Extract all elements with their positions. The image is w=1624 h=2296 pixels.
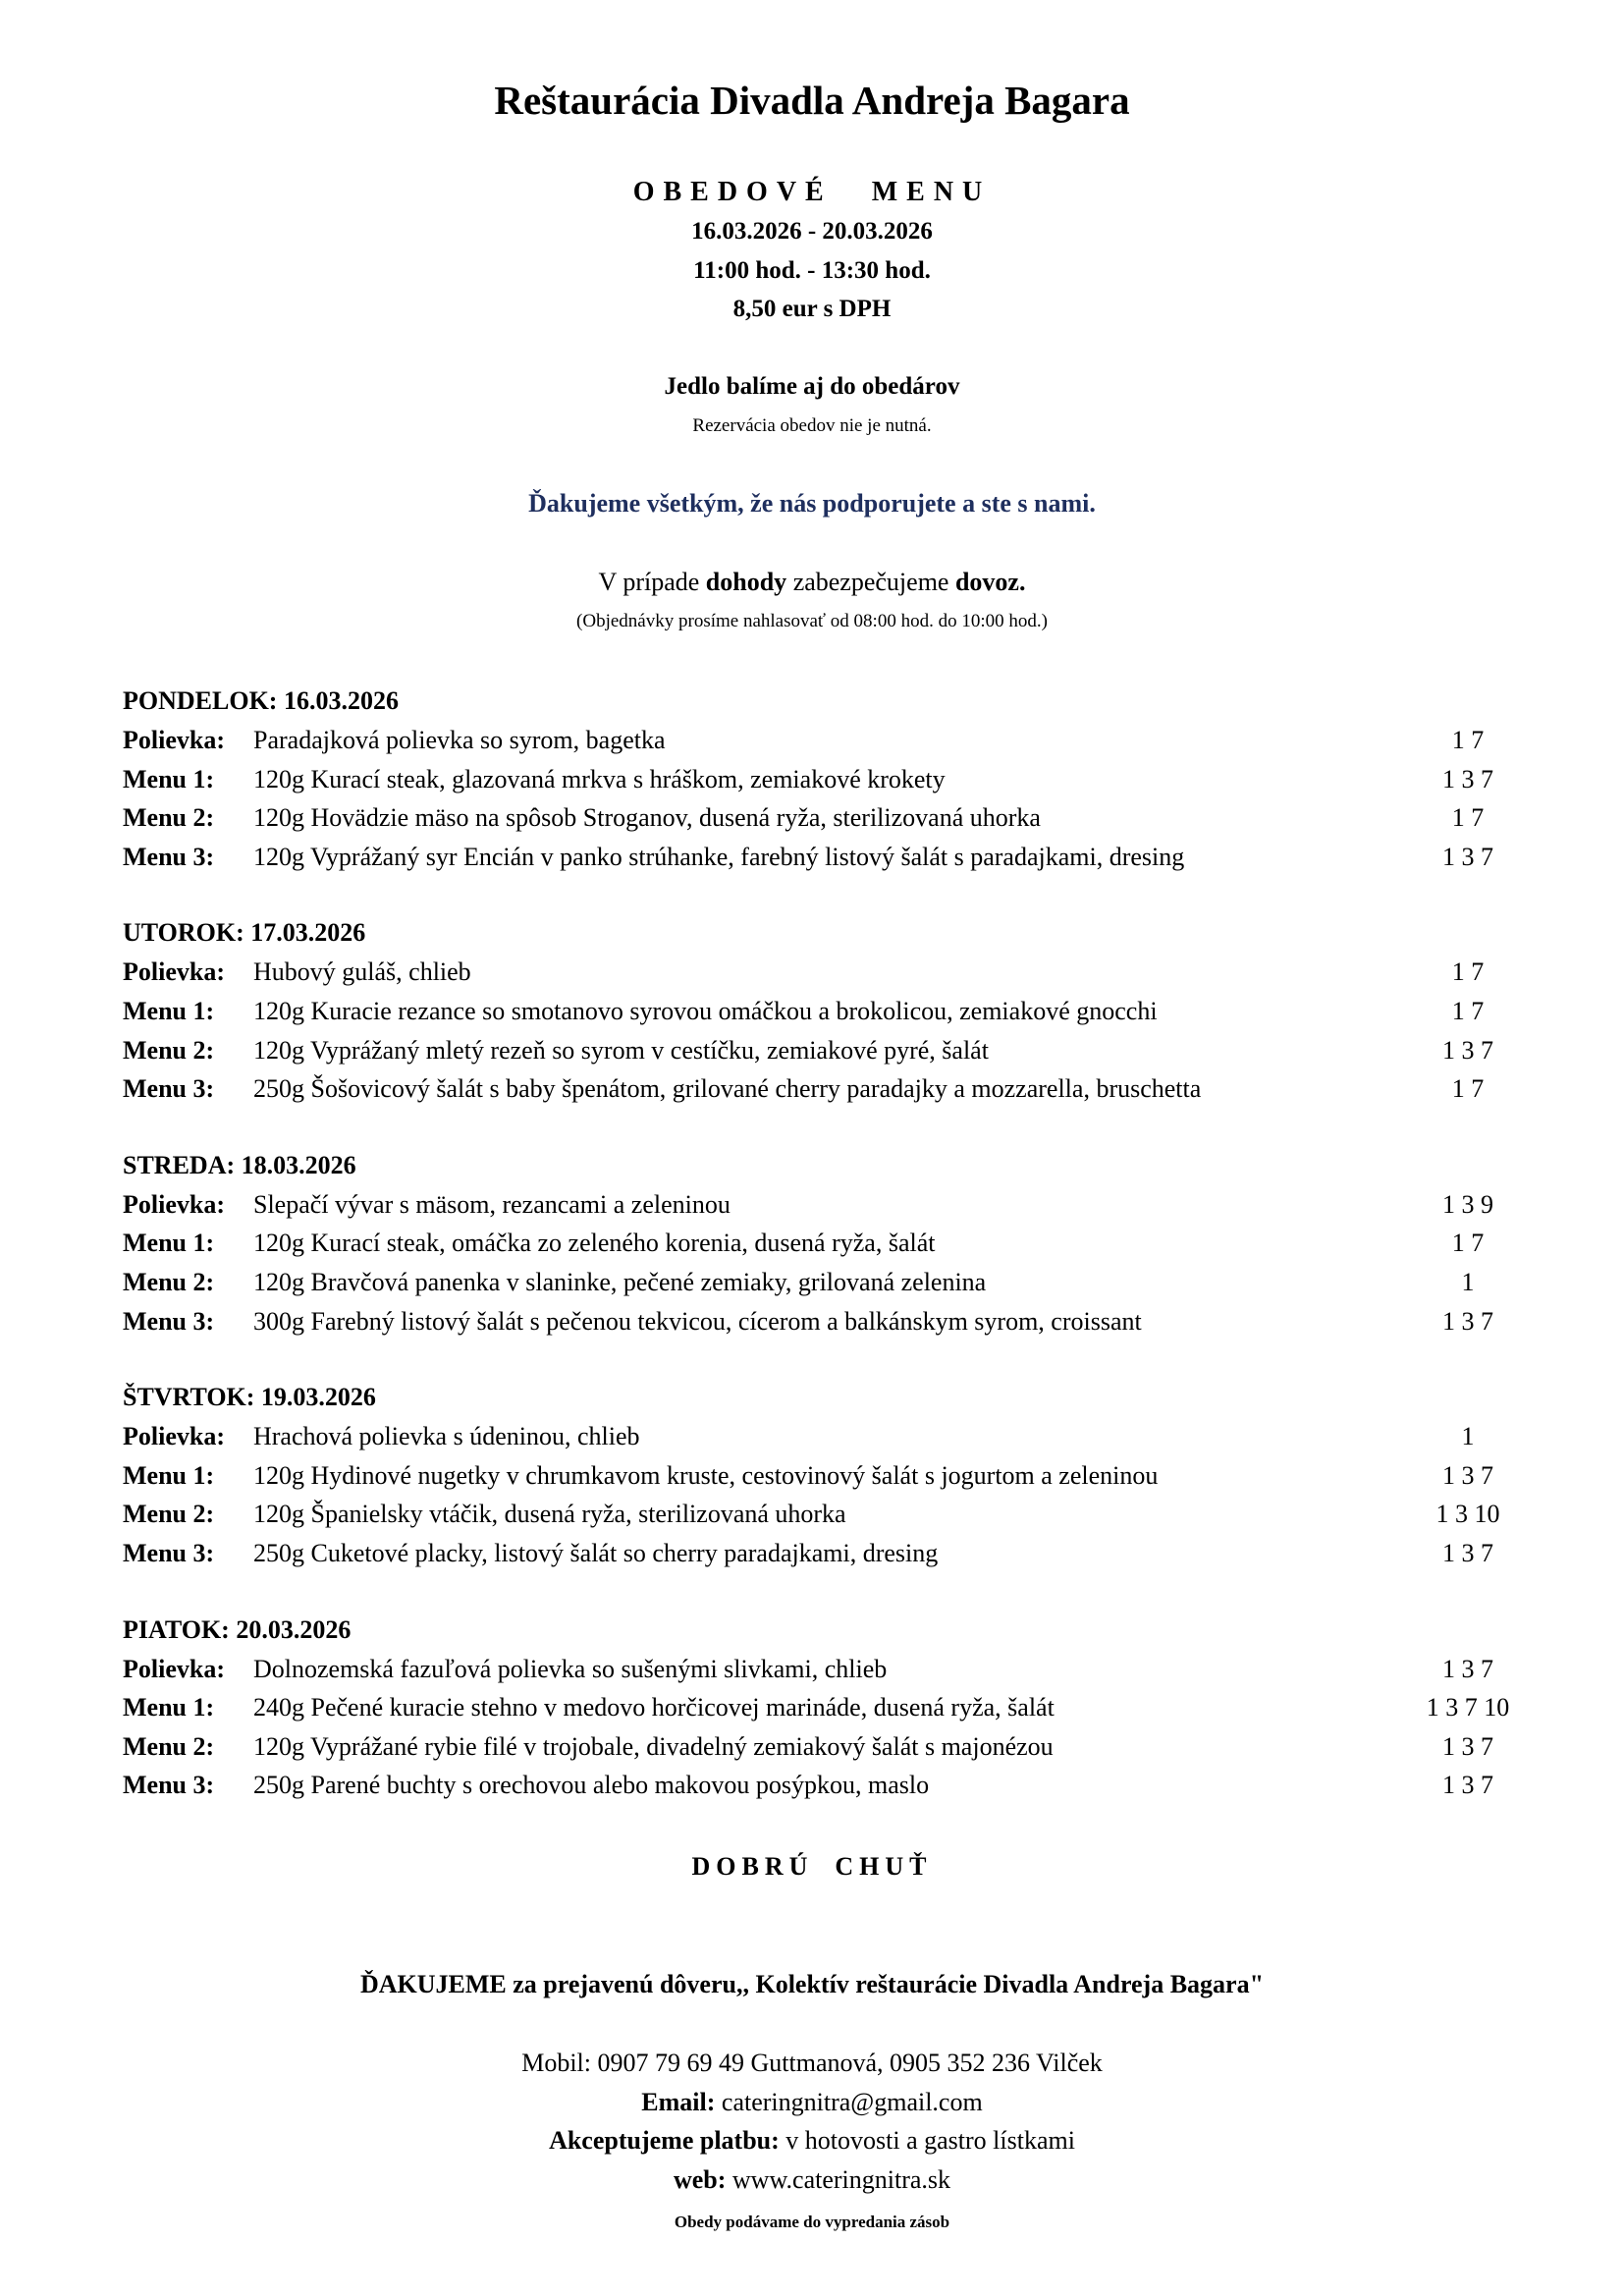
bon-appetit-word2: CHUŤ bbox=[835, 1852, 933, 1881]
delivery-prefix: V prípade bbox=[598, 568, 700, 596]
web-label: web: bbox=[673, 2165, 727, 2194]
row-allergens: 1 3 9 bbox=[1442, 1189, 1493, 1219]
date-range: 16.03.2026 - 20.03.2026 bbox=[691, 218, 933, 245]
menu-row bbox=[123, 838, 1527, 877]
restaurant-title: Reštaurácia Divadla Andreja Bagara bbox=[494, 78, 1130, 123]
menu-row bbox=[123, 1302, 1527, 1341]
row-label: Polievka: bbox=[123, 957, 225, 987]
menu-heading bbox=[0, 177, 1624, 208]
row-label: Menu 1: bbox=[123, 1693, 215, 1722]
row-allergens: 1 7 bbox=[1451, 1074, 1485, 1104]
reservation-note: Rezervácia obedov nie je nutná. bbox=[692, 415, 932, 436]
row-description: 250g Parené buchty s orechovou alebo makovou posýpkou, maslo bbox=[253, 1771, 930, 1800]
row-description: 250g Šošovicový šalát s baby špenátom, grilované cherry paradajky a mozzarella, bruschetta bbox=[253, 1074, 1202, 1104]
delivery-bold2: dovoz. bbox=[954, 568, 1026, 596]
row-allergens: 1 3 7 10 bbox=[1426, 1693, 1510, 1722]
row-label: Menu 2: bbox=[123, 1500, 215, 1529]
menu-row bbox=[123, 1069, 1527, 1109]
day-thursday bbox=[123, 1378, 1527, 1572]
row-label: Menu 1: bbox=[123, 996, 215, 1025]
row-label: Menu 2: bbox=[123, 803, 215, 833]
thanks-message: Ďakujeme všetkým, že nás podporujete a ste s nami. bbox=[528, 489, 1096, 518]
row-allergens: 1 3 7 bbox=[1442, 1035, 1493, 1065]
row-description: Hubový guláš, chlieb bbox=[253, 957, 471, 987]
row-description: 120g Kurací steak, glazovaná mrkva s hráškom, zemiakové krokety bbox=[253, 764, 946, 793]
menu-row bbox=[123, 1727, 1527, 1767]
menu-row bbox=[123, 798, 1527, 838]
packing-note: Jedlo balíme aj do obedárov bbox=[664, 373, 960, 400]
email-label: Email: bbox=[641, 2088, 716, 2116]
row-label: Polievka: bbox=[123, 726, 225, 754]
menu-heading-word1: OBEDOVÉ bbox=[632, 177, 833, 207]
row-description: 120g Vyprážaný syr Encián v panko strúhanke, farebný listový šalát s paradajkami, dresing bbox=[253, 842, 1185, 871]
row-allergens: 1 bbox=[1461, 1267, 1475, 1296]
row-allergens: 1 bbox=[1461, 1422, 1475, 1451]
delivery-bold1: dohody bbox=[705, 568, 787, 596]
delivery-mid: zabezpečujeme bbox=[792, 568, 949, 596]
row-description: 120g Vyprážaný mletý rezeň so syrom v cestíčku, zemiakové pyré, šalát bbox=[253, 1035, 989, 1065]
payment-line bbox=[0, 2126, 1624, 2156]
row-label: Menu 1: bbox=[123, 764, 215, 793]
bon-appetit bbox=[0, 1852, 1624, 1882]
menu-row bbox=[123, 1456, 1527, 1496]
menu-row bbox=[123, 760, 1527, 799]
row-description: 240g Pečené kuracie stehno v medovo horčicovej marináde, dusená ryža, šalát bbox=[253, 1693, 1055, 1722]
weekly-menu bbox=[123, 682, 1527, 1842]
row-label: Menu 3: bbox=[123, 1306, 215, 1336]
day-heading: UTOROK: 17.03.2026 bbox=[123, 918, 366, 948]
day-heading: ŠTVRTOK: 19.03.2026 bbox=[123, 1383, 376, 1412]
gratitude-line: ĎAKUJEME za prejavenú dôveru,, Kolektív reštaurácie Divadla Andreja Bagara" bbox=[359, 1970, 1265, 1998]
day-heading: PIATOK: 20.03.2026 bbox=[123, 1614, 352, 1644]
day-tuesday bbox=[123, 913, 1527, 1108]
row-label: Menu 3: bbox=[123, 1074, 215, 1104]
row-label: Polievka: bbox=[123, 1189, 225, 1219]
delivery-note bbox=[0, 568, 1624, 597]
row-label: Menu 3: bbox=[123, 1771, 215, 1800]
row-allergens: 1 3 7 bbox=[1442, 1731, 1493, 1761]
payment-value: v hotovosti a gastro lístkami bbox=[785, 2126, 1075, 2155]
menu-row bbox=[123, 1224, 1527, 1263]
menu-row bbox=[123, 992, 1527, 1031]
bon-appetit-word1: DOBRÚ bbox=[691, 1852, 814, 1881]
row-label: Menu 1: bbox=[123, 1460, 215, 1490]
row-allergens: 1 7 bbox=[1451, 957, 1485, 987]
orders-note: (Objednávky prosíme nahlasovať od 08:00 hod. do 10:00 hod.) bbox=[576, 611, 1048, 631]
day-wednesday bbox=[123, 1146, 1527, 1340]
row-label: Polievka: bbox=[123, 1422, 225, 1451]
row-description: 120g Bravčová panenka v slaninke, pečené zemiaky, grilovaná zelenina bbox=[253, 1267, 987, 1296]
web-link[interactable]: www.cateringnitra.sk bbox=[731, 2165, 951, 2194]
row-description: 120g Hovädzie mäso na spôsob Stroganov, dusená ryža, sterilizovaná uhorka bbox=[253, 803, 1041, 833]
payment-label: Akceptujeme platbu: bbox=[549, 2126, 780, 2155]
row-allergens: 1 7 bbox=[1451, 726, 1485, 754]
price: 8,50 eur s DPH bbox=[732, 296, 892, 322]
row-description: 120g Španielsky vtáčik, dusená ryža, sterilizovaná uhorka bbox=[253, 1500, 846, 1529]
row-allergens: 1 3 7 bbox=[1442, 764, 1493, 793]
row-allergens: 1 7 bbox=[1451, 1229, 1485, 1258]
menu-row bbox=[123, 1031, 1527, 1070]
menu-row bbox=[123, 721, 1527, 760]
day-monday bbox=[123, 682, 1527, 876]
row-description: Dolnozemská fazuľová polievka so sušenými slivkami, chlieb bbox=[253, 1654, 888, 1683]
row-label: Menu 3: bbox=[123, 842, 215, 871]
row-allergens: 1 3 7 bbox=[1442, 842, 1493, 871]
row-description: 120g Hydinové nugetky v chrumkavom kruste, cestovinový šalát s jogurtom a zeleninou bbox=[253, 1460, 1159, 1490]
menu-row bbox=[123, 1495, 1527, 1534]
row-label: Menu 1: bbox=[123, 1229, 215, 1258]
menu-row bbox=[123, 1650, 1527, 1689]
menu-row bbox=[123, 953, 1527, 992]
row-allergens: 1 3 7 bbox=[1442, 1460, 1493, 1490]
menu-row bbox=[123, 1766, 1527, 1805]
menu-heading-word2: MENU bbox=[871, 177, 992, 207]
row-description: 120g Kuracie rezance so smotanovo syrovou omáčkou a brokolicou, zemiakové gnocchi bbox=[253, 996, 1158, 1025]
row-allergens: 1 3 7 bbox=[1442, 1771, 1493, 1800]
row-label: Menu 2: bbox=[123, 1731, 215, 1761]
day-heading: PONDELOK: 16.03.2026 bbox=[123, 686, 399, 715]
row-allergens: 1 3 10 bbox=[1435, 1500, 1500, 1529]
row-allergens: 1 7 bbox=[1451, 803, 1485, 833]
supply-note: Obedy podávame do vypredania zásob bbox=[674, 2213, 950, 2231]
row-allergens: 1 7 bbox=[1451, 996, 1485, 1025]
row-description: 300g Farebný listový šalát s pečenou tekvicou, cícerom a balkánskym syrom, croissant bbox=[253, 1306, 1142, 1336]
row-label: Menu 2: bbox=[123, 1267, 215, 1296]
row-description: 120g Kurací steak, omáčka zo zeleného korenia, dusená ryža, šalát bbox=[253, 1229, 936, 1258]
day-friday bbox=[123, 1611, 1527, 1805]
row-label: Polievka: bbox=[123, 1654, 225, 1683]
row-allergens: 1 3 7 bbox=[1442, 1538, 1493, 1567]
row-description: Hrachová polievka s údeninou, chlieb bbox=[253, 1422, 640, 1451]
day-heading: STREDA: 18.03.2026 bbox=[123, 1150, 356, 1179]
row-allergens: 1 3 7 bbox=[1442, 1654, 1493, 1683]
serving-hours: 11:00 hod. - 13:30 hod. bbox=[693, 257, 931, 284]
row-description: 250g Cuketové placky, listový šalát so cherry paradajkami, dresing bbox=[253, 1538, 939, 1567]
row-label: Menu 3: bbox=[123, 1538, 215, 1567]
menu-row bbox=[123, 1263, 1527, 1302]
row-description: Slepačí vývar s mäsom, rezancami a zeleninou bbox=[253, 1189, 731, 1219]
menu-row bbox=[123, 1688, 1527, 1727]
mobile-contacts: Mobil: 0907 79 69 49 Guttmanová, 0905 352 236 Vilček bbox=[521, 2049, 1103, 2077]
menu-row bbox=[123, 1417, 1527, 1456]
row-label: Menu 2: bbox=[123, 1035, 215, 1065]
row-description: 120g Vyprážané rybie filé v trojobale, divadelný zemiakový šalát s majonézou bbox=[253, 1731, 1054, 1761]
row-allergens: 1 3 7 bbox=[1442, 1306, 1493, 1336]
row-description: Paradajková polievka so syrom, bagetka bbox=[253, 726, 666, 754]
email-link[interactable]: cateringnitra@gmail.com bbox=[721, 2088, 983, 2116]
menu-row bbox=[123, 1185, 1527, 1225]
email-line bbox=[0, 2088, 1624, 2117]
web-line bbox=[0, 2165, 1624, 2195]
menu-row bbox=[123, 1534, 1527, 1573]
